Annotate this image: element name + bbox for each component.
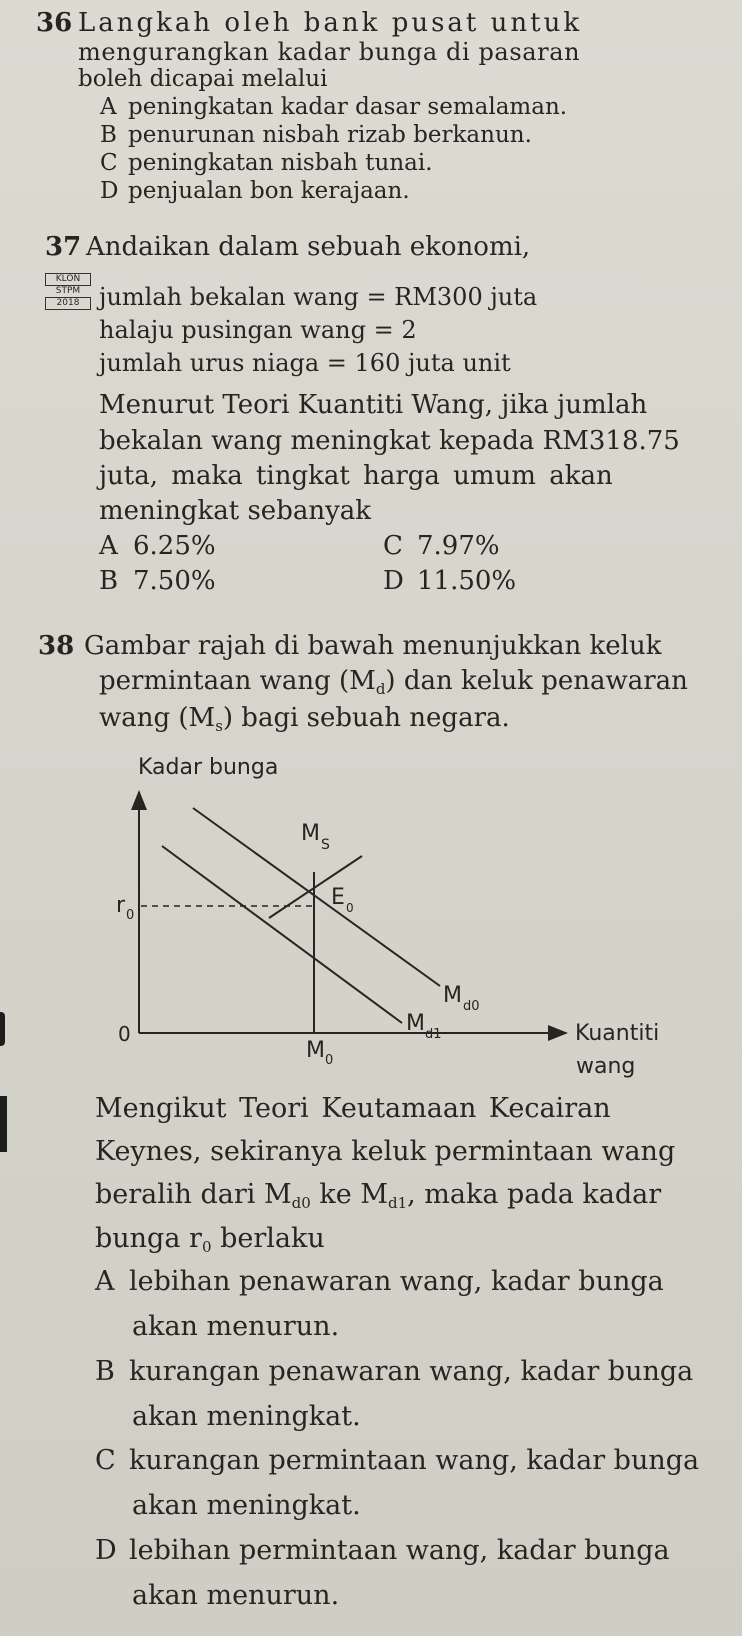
source-badge [45,273,91,310]
question-text-line: boleh dicapai melalui [78,66,328,92]
badge-line: KLON [45,273,91,286]
question-text-line [99,703,510,741]
subscript: s [215,717,223,735]
option-text-cont: akan menurun. [132,1311,340,1342]
question-text-line: bekalan wang meningkat kepada RM318.75 [99,426,680,456]
md1-label-sub: d1 [425,1027,442,1042]
subscript: d1 [387,1194,408,1212]
option-letter: C [100,150,118,176]
question-text-line: juta, maka tingkat harga umum akan [99,461,613,491]
option-text: peningkatan kadar dasar semalaman. [128,94,568,120]
option-text: penurunan nisbah rizab berkanun. [128,122,532,148]
option-letter: D [100,178,119,204]
m0-label: M [306,1038,325,1063]
option-c[interactable] [383,531,500,561]
question-text-line: Keynes, sekiranya keluk permintaan wang [95,1136,676,1167]
text-part: ) bagi sebuah negara. [222,703,510,733]
option-a[interactable] [99,531,216,561]
subscript: d [375,680,386,698]
option-text: 7.50% [133,566,216,596]
question-number: 38 [38,631,75,661]
option-text-cont: akan meningkat. [132,1490,361,1521]
y-axis-label: Kadar bunga [138,755,279,780]
option-text: kurangan permintaan wang, kadar bunga [129,1445,700,1476]
r0-label: r [116,893,126,918]
option-b[interactable] [99,566,216,596]
e0-label: E [331,885,345,910]
badge-line: STPM [55,286,81,296]
option-letter: A [99,531,118,561]
text-part: , maka pada kadar [407,1179,662,1210]
text-part: bunga r [95,1223,202,1254]
option-d[interactable] [95,1536,670,1566]
question-text-line: halaju pusingan wang = 2 [99,316,417,344]
md0-label-sub: d0 [463,999,480,1014]
option-letter: A [100,94,117,120]
option-letter: C [383,531,403,561]
option-d[interactable] [100,176,410,206]
badge-line: 2018 [45,297,91,310]
question-text-line [95,1180,661,1218]
text-part: beralih dari M [95,1179,292,1210]
option-letter: B [99,566,119,596]
e0-label-sub: 0 [346,901,354,915]
question-text-line [95,1224,325,1262]
option-text-cont: akan menurun. [132,1580,340,1611]
x-axis-label-1: Kuantiti [575,1021,660,1046]
text-part: permintaan wang (M [99,666,376,696]
ms-label: M [301,821,320,846]
question-text-line: Mengikut Teori Keutamaan Kecairan [95,1093,611,1124]
option-d[interactable] [383,566,516,596]
r0-label-sub: 0 [126,908,135,923]
option-text: kurangan penawaran wang, kadar bunga [129,1356,694,1387]
text-part: wang (M [99,703,216,733]
m0-label-sub: 0 [325,1053,334,1068]
question-text-line: mengurangkan kadar bunga di pasaran [78,38,581,66]
question-text-line: jumlah urus niaga = 160 juta unit [99,349,511,377]
option-letter: A [95,1266,115,1297]
page-edge-mark [0,1012,5,1046]
option-letter: D [383,566,404,596]
option-letter: D [95,1535,117,1566]
option-text: 11.50% [417,566,517,596]
option-text: lebihan permintaan wang, kadar bunga [129,1535,670,1566]
x-axis-label-2: wang [576,1054,636,1079]
question-text-line: meningkat sebanyak [99,496,372,526]
question-text-line [99,666,688,704]
text-part: berlaku [211,1223,325,1254]
origin-label: 0 [118,1022,131,1046]
option-c[interactable] [100,148,433,178]
option-text: 6.25% [133,531,216,561]
option-a[interactable] [100,92,567,122]
text-part: ) dan keluk penawaran [385,666,688,696]
option-text-cont: akan meningkat. [132,1401,361,1432]
option-a[interactable] [95,1267,664,1297]
question-text-line: Andaikan dalam sebuah ekonomi, [86,232,531,262]
question-text-line: jumlah bekalan wang = RM300 juta [99,283,538,311]
option-c[interactable] [95,1446,699,1476]
question-text-line: Gambar rajah di bawah menunjukkan keluk [84,631,662,661]
option-text: penjualan bon kerajaan. [128,178,410,204]
option-letter: B [100,122,117,148]
question-text-line: Menurut Teori Kuantiti Wang, jika jumlah [99,390,648,420]
ms-label-sub: S [321,837,330,853]
page-edge-mark [0,1096,7,1152]
md1-label: M [406,1011,425,1036]
money-market-diagram [0,745,742,1090]
md0-label: M [443,983,462,1008]
subscript: 0 [201,1238,212,1256]
option-letter: C [95,1445,116,1476]
subscript: d0 [291,1194,311,1212]
option-text: peningkatan nisbah tunai. [128,150,433,176]
text-part: ke M [310,1179,388,1210]
option-text: lebihan penawaran wang, kadar bunga [129,1266,664,1297]
option-text: 7.97% [417,531,500,561]
option-letter: B [95,1356,115,1387]
question-number: 37 [45,232,82,262]
question-number: 36 [36,8,73,38]
option-b[interactable] [95,1357,693,1387]
question-text-line: Langkah oleh bank pusat untuk [78,8,583,38]
option-b[interactable] [100,120,532,150]
